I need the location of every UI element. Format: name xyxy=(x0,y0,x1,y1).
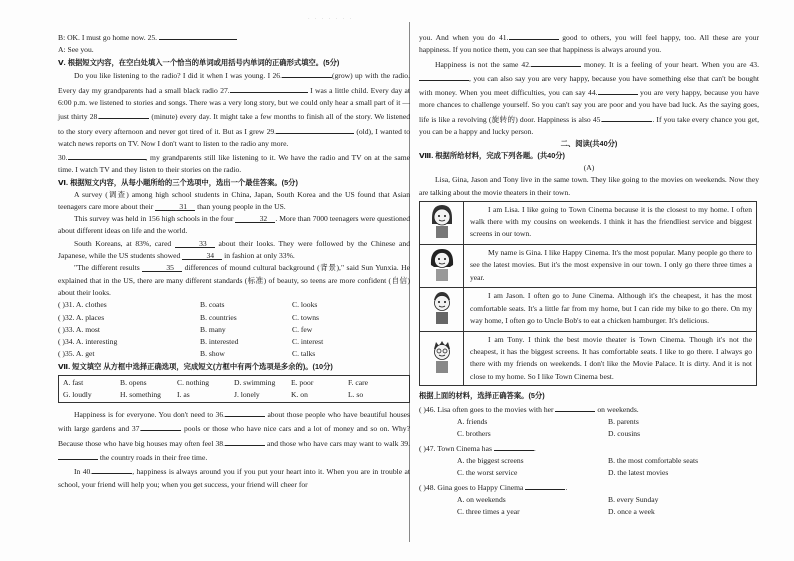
table-row xyxy=(420,245,757,288)
word-box xyxy=(58,375,410,404)
option-35-a[interactable]: ( )35. A. get xyxy=(58,349,95,359)
option-35-c[interactable]: C. talks xyxy=(292,349,316,359)
blank-48[interactable] xyxy=(525,480,565,490)
blank-39[interactable] xyxy=(58,450,98,460)
word-option: G. loudly xyxy=(63,389,92,399)
option-46-b[interactable]: B. parents xyxy=(608,417,639,427)
passage-6-para-1: A survey (调查) among high school students in China, Japan, South Korea and the US found that Asian teenagers care more about their 31 than young people in the US. xyxy=(58,189,410,211)
blank-32[interactable]: 32 xyxy=(235,213,275,223)
blank-35[interactable]: 35 xyxy=(142,262,182,272)
word-option: E. poor xyxy=(291,377,314,387)
blank-31[interactable]: 31 xyxy=(155,201,195,211)
right-column xyxy=(419,30,759,518)
word-option: C. nothing xyxy=(177,377,210,387)
gina-avatar-icon xyxy=(428,245,456,283)
blank-25[interactable] xyxy=(159,30,237,40)
section-6-heading: Ⅵ. 根据短文内容，从每小题所给的三个选项中，选出一个最佳答案。(5分) xyxy=(58,177,298,187)
word-option: L. so xyxy=(348,389,364,399)
avatar-cell xyxy=(420,331,464,385)
section-5-heading: Ⅴ. 根据短文内容，在空白处填入一个恰当的单词或用括号内单词的正确形式填空。(5分) xyxy=(58,57,340,67)
passage-7-para-2: In 40. , happiness is always around you if you put your heart into it. When you are in trouble at school, your friend will help you; when you get success, your friend will cheer for xyxy=(58,464,410,491)
avatar-cell xyxy=(420,288,464,331)
blank-27[interactable] xyxy=(230,83,308,93)
sub-section-a: (A) xyxy=(583,163,595,172)
option-31-b[interactable]: B. coats xyxy=(200,300,225,310)
option-47-b[interactable]: B. the most comfortable seats xyxy=(608,455,699,465)
blank-45[interactable] xyxy=(602,112,652,122)
option-34-b[interactable]: B. interested xyxy=(200,337,239,347)
option-33-c[interactable]: C. few xyxy=(292,324,313,334)
avatar-cell xyxy=(420,245,464,288)
blank-34[interactable]: 34 xyxy=(182,250,222,260)
option-row-34 xyxy=(58,336,410,348)
blank-36[interactable] xyxy=(225,407,265,417)
lisa-avatar-icon xyxy=(428,202,456,240)
option-48-c[interactable]: C. three times a year xyxy=(457,507,520,517)
word-option: I. as xyxy=(177,389,190,399)
left-column xyxy=(58,30,410,491)
option-48-a[interactable]: A. on weekends xyxy=(457,494,506,504)
option-47-c[interactable]: C. the worst service xyxy=(457,468,518,478)
question-47: ( )47. Town Cinema has . A. the biggest screens B. the most comfortable seats C. the worst service D. the latest movies xyxy=(419,441,759,480)
blank-30[interactable] xyxy=(68,150,146,160)
blank-41[interactable] xyxy=(509,30,559,40)
table-row xyxy=(420,331,757,385)
option-47-d[interactable]: D. the latest movies xyxy=(608,468,669,478)
passage-5: Do you like listening to the radio? I did it when I was young. I 26. (grow) up with the radio. Every day my grandparents had a small black radio 27. I was a little child. Every day at 6:00 p.m. we listened to stories and songs. There was a very long story, but we could only hear a small part of it — just thirty 28. (minute) every day. It might take a few months to finish all of the story. We listened to the story every afternoon and never got tired of it. But as I grew 29. (old), I wanted to watch news reports on TV. Now I don't want to listen to the radio any more. xyxy=(58,68,410,150)
option-row-32 xyxy=(58,312,410,324)
word-option: B. opens xyxy=(120,377,147,387)
option-34-a[interactable]: ( )34. A. interesting xyxy=(58,337,118,347)
tony-text: I am Tony. I think the best movie theater is Town Cinema. Though it's not the cheapest, it has the biggest screens. It has comfortable seats. I like to go there. I always go there with my friends on weekends. I don't like the Movie Palace. It is dirty. And it is not close to my home. So I like Town Cinema best. xyxy=(464,331,757,385)
option-32-c[interactable]: C. towns xyxy=(292,312,320,322)
option-row-33 xyxy=(58,324,410,336)
option-46-d[interactable]: D. cousins xyxy=(608,429,641,439)
blank-40[interactable] xyxy=(92,464,132,474)
option-31-c[interactable]: C. looks xyxy=(292,300,318,310)
dialogue-line-b: B: OK. I must go home now. 25. xyxy=(58,30,410,44)
option-48-b[interactable]: B. every Sunday xyxy=(608,494,659,504)
part-2-heading: 二、阅读(共40分) xyxy=(560,139,618,149)
blank-29[interactable] xyxy=(276,124,354,134)
blank-42[interactable] xyxy=(531,57,581,67)
word-option: K. on xyxy=(291,389,308,399)
option-33-a[interactable]: ( )33. A. most xyxy=(58,324,100,334)
tony-avatar-icon xyxy=(428,337,456,375)
binding-dots: · · · · · · · xyxy=(308,17,354,22)
lisa-text: I am Lisa. I like going to Town Cinema because it is the closest to my home. I often walk there with my cousins on weekends. I think it has the friendliest service and biggest screens in our town. xyxy=(464,201,757,244)
option-31-a[interactable]: ( )31. A. clothes xyxy=(58,300,107,310)
passage-6-para-4: "The different results 35 differences of mound cultural background (背景)," said Sun Yunxia. He explained that in the US, there are many different standards (标准) of beauty, so teens are more confident (自信) about their looks. xyxy=(58,263,410,297)
dialogue-line-a: A: See you. xyxy=(58,45,94,55)
word-option: H. something xyxy=(120,389,161,399)
gina-text: My name is Gina. I like Happy Cinema. It's the most popular. Many people go there to see the latest movies. But it's the most expensive in our town. I only go there three times a year. xyxy=(464,245,757,288)
blank-47[interactable] xyxy=(494,441,534,451)
blank-43[interactable] xyxy=(419,71,469,81)
option-32-a[interactable]: ( )32. A. places xyxy=(58,312,105,322)
option-35-b[interactable]: B. show xyxy=(200,349,225,359)
blank-33[interactable]: 33 xyxy=(175,238,215,248)
option-33-b[interactable]: B. many xyxy=(200,324,226,334)
option-46-c[interactable]: C. brothers xyxy=(457,429,491,439)
option-48-d[interactable]: D. once a week xyxy=(608,507,655,517)
section-8-heading: Ⅷ. 根据所给材料，完成下列各题。(共40分) xyxy=(419,151,565,161)
option-row-35 xyxy=(58,348,410,360)
questions-heading: 根据上面的材料，选择正确答案。(5分) xyxy=(419,390,545,400)
avatar-cell xyxy=(420,201,464,244)
option-32-b[interactable]: B. countries xyxy=(200,312,237,322)
blank-38[interactable] xyxy=(225,436,265,446)
option-46-a[interactable]: A. friends xyxy=(457,417,488,427)
jason-avatar-icon xyxy=(428,288,456,326)
option-47-a[interactable]: A. the biggest screens xyxy=(457,455,524,465)
word-option: J. lonely xyxy=(234,389,260,399)
passage-7-para-1: Happiness is for everyone. You don't need to 36. about those people who have beautiful houses with large gardens and 37. pools or those who have nice cars and a lot of money and so on. Why? Because those who have big houses may often feel 38. and those who have cars may want to walk 39. the country roads in their free time. xyxy=(58,407,410,464)
passage-5-end: 30. , my grandparents still like listening to it. We have the radio and TV on at the same time. I watch TV and they listen to their stories on the radio. xyxy=(58,150,410,177)
table-row xyxy=(420,288,757,331)
passage-6-para-2: This survey was held in 156 high schools in the four 32 . More than 7000 teenagers were questioned about different ideas on life and the world. xyxy=(58,214,411,236)
table-row xyxy=(420,201,757,244)
passage-7-para-3: Happiness is not the same 42. money. It is a feeling of your heart. When you are 43., you can also say you are very happy, because you have something else that can't be bought with money. When you meet difficulties, you can say 44. you are very happy, because you have more chances to challenge yourself. So you can't say you are poor and you have bad luck. As the saying goes, life is like a revolving (旋转的) door. Happiness is also 45. . If you take every chance you get, you can be a happy and lucky person. xyxy=(419,57,759,139)
question-48: ( )48. Gina goes to Happy Cinema . A. on weekends B. every Sunday C. three times a year D. once a week xyxy=(419,480,759,519)
cinema-table xyxy=(419,201,757,386)
blank-26[interactable] xyxy=(282,68,332,78)
blank-37[interactable] xyxy=(141,421,181,431)
reading-intro: Lisa, Gina, Jason and Tony live in the same town. They like going to the movies on weekends. Now they are talking about the movie theaters in their town. xyxy=(419,175,759,197)
question-46: ( )46. Lisa often goes to the movies with her on weekends. A. friends B. parents C. brothers D. cousins xyxy=(419,402,759,441)
blank-44[interactable] xyxy=(598,85,638,95)
blank-28[interactable] xyxy=(99,109,149,119)
word-option: D. swimming xyxy=(234,377,276,387)
options-6 xyxy=(58,299,410,360)
jason-text: I am Jason. I often go to June Cinema. Although it's the cheapest, it has the most comfortable seats. It's a little far from my home, but I can ride my bike to go there. On my way home, I often go to Uncle Bob's to eat a chicken hamburger. It's delicious. xyxy=(464,288,757,331)
section-7-heading: Ⅶ. 短文填空 从方框中选择正确选项，完成短文(方框中有两个选项是多余的)。(10分) xyxy=(58,361,333,371)
word-option: A. fast xyxy=(63,377,84,387)
blank-46[interactable] xyxy=(555,402,595,412)
word-option: F. care xyxy=(348,377,369,387)
passage-7-cont: you. And when you do 41. good to others, you will feel happy, too. All these are your happiness. If you notice them, you can see that happiness is always around you. xyxy=(419,30,759,57)
option-34-c[interactable]: C. interest xyxy=(292,337,324,347)
option-row-31 xyxy=(58,299,410,311)
passage-6-para-3: South Koreans, at 83%, cared 33 about their looks. They were followed by the Chinese and Japanese, while the US students showed 34 in fashion at only 33%. xyxy=(58,238,410,261)
